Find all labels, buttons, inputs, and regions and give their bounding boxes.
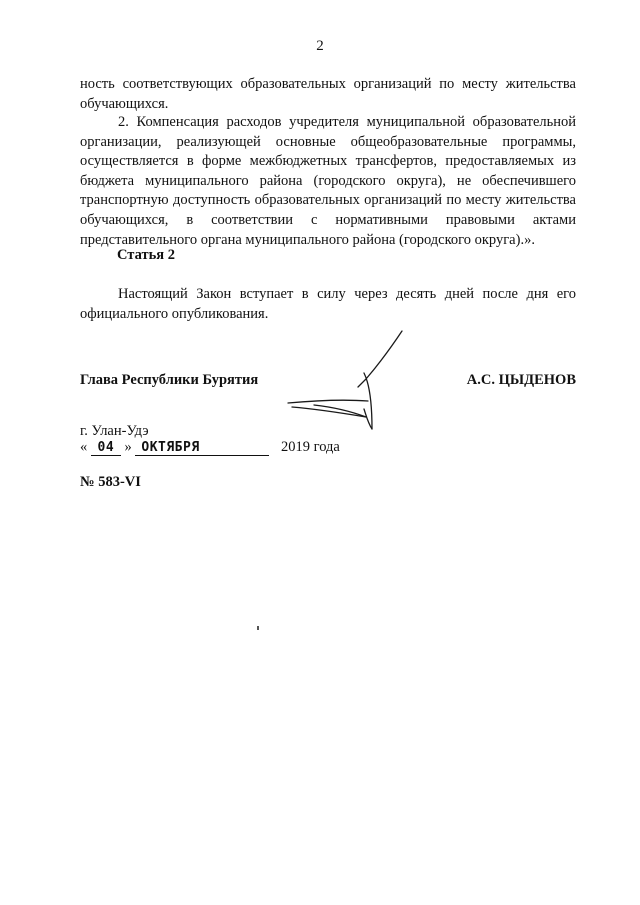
scan-speck (257, 626, 259, 630)
place-of-signing: г. Улан-Удэ (80, 423, 149, 439)
page-number: 2 (316, 38, 324, 54)
paragraph-continuation (80, 75, 576, 114)
paragraph-1-text: ность соответствующих образовательных организаций по месту жительства обучающихся. (80, 76, 576, 112)
article-heading: Статья 2 (117, 247, 175, 263)
date-open-quote: « (80, 439, 88, 455)
date-year: 2019 года (281, 439, 340, 455)
handwritten-signature (280, 325, 420, 445)
date-month: ОКТЯБРЯ (135, 440, 269, 456)
document-number: № 583-VI (80, 474, 141, 490)
paragraph-compensation (80, 113, 576, 250)
date-day: 04 (91, 440, 121, 456)
date-close-quote: » (124, 439, 132, 455)
paragraph-3-text: Настоящий Закон вступает в силу через десять дней после дня его официального опубликования. (80, 286, 576, 322)
paragraph-2-text: 2. Компенсация расходов учредителя муниципальной образовательной организации, реализующей основные общеобразовательные программы, осуществляется в форме межбюджетных трансфертов, предоставляемых из бюджета муниципального района (городского округа), не обеспечившего транспортную доступность образовательных организаций по месту жительства обучающихся, в соответствии с нормативными правовыми актами представительного органа муниципального района (городского округа).». (80, 114, 576, 248)
signing-date (80, 439, 340, 456)
signer-name: А.С. ЦЫДЕНОВ (466, 372, 576, 388)
signer-title: Глава Республики Бурятия (80, 372, 259, 388)
paragraph-entry-into-force (80, 285, 576, 324)
